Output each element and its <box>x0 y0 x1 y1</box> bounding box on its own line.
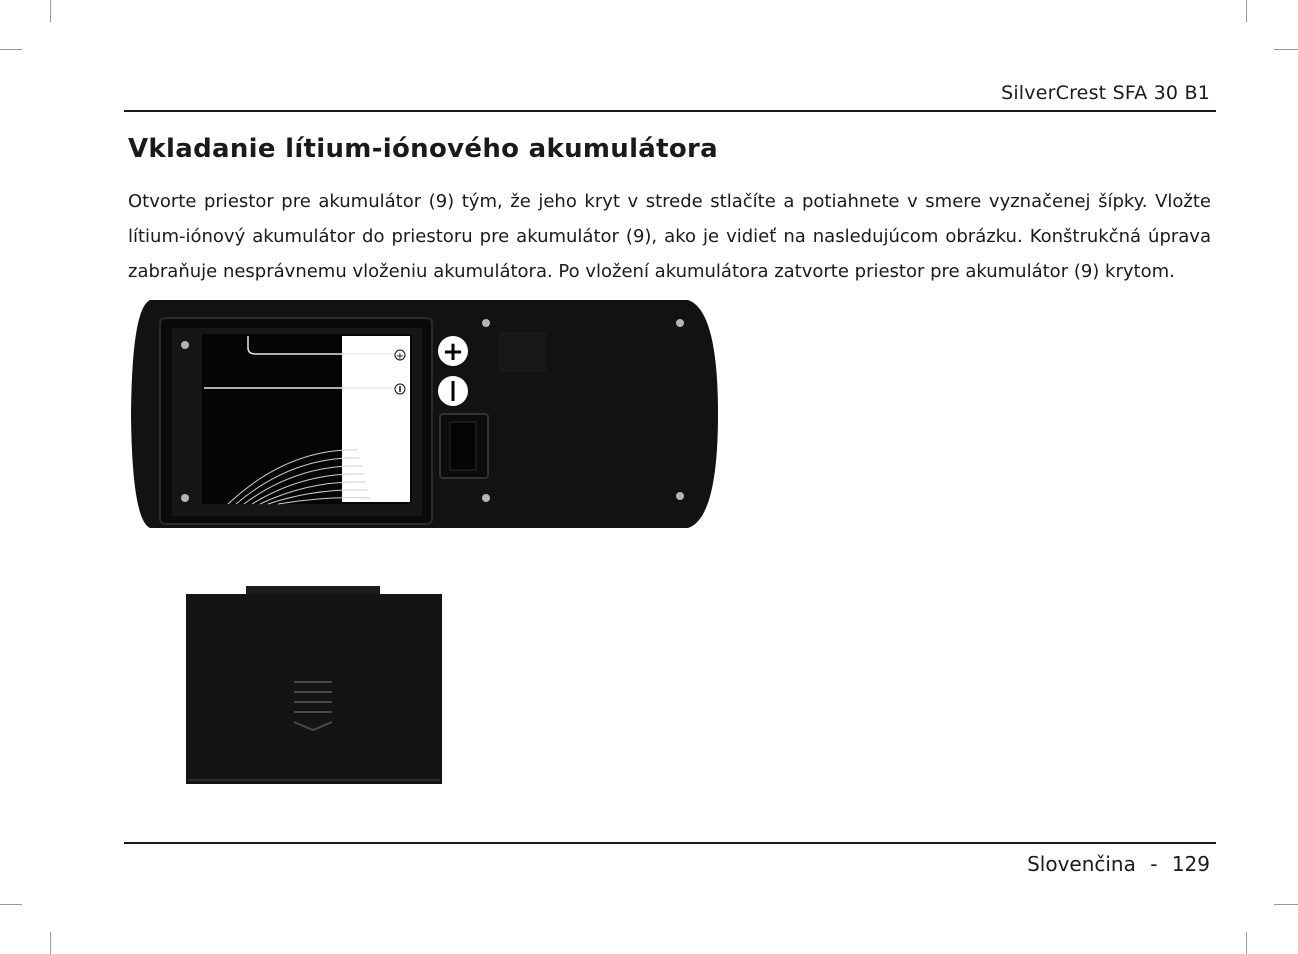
footer-language: Slovenčina <box>1027 852 1136 876</box>
crop-mark <box>1246 932 1247 954</box>
instruction-paragraph: Otvorte priestor pre akumulátor (9) tým, že jeho kryt v strede stlačíte a potiahnete v smere vyznačenej šípky. Vložte lítium-iónový akumulátor do priestoru pre akumulátor (9), ako je vidieť na nasledujúcom obrázku. Konštrukčná úprava zabraňuje nesprávnemu vloženiu akumulátora. Po vložení akumulátora zatvorte priestor pre akumulátor (9) krytom. <box>128 191 1211 282</box>
crop-mark <box>50 932 51 954</box>
footer-rule <box>124 842 1216 844</box>
battery-cover-figure <box>184 584 444 786</box>
crop-mark <box>0 904 22 905</box>
running-header: SilverCrest SFA 30 B1 <box>1001 82 1210 104</box>
crop-mark <box>1274 904 1298 905</box>
crop-mark <box>0 49 22 50</box>
page-footer <box>1027 852 1210 876</box>
crop-mark <box>1246 0 1247 22</box>
svg-text:+: + <box>442 337 464 367</box>
svg-text:+: + <box>395 351 405 362</box>
crop-mark <box>50 0 51 22</box>
page-number: 129 <box>1171 852 1210 876</box>
battery-pack <box>202 334 412 504</box>
footer-separator: - <box>1150 852 1158 876</box>
section-title: Vkladanie lítium-iónového akumulátora <box>128 134 719 164</box>
device-battery-figure <box>128 298 720 530</box>
header-rule <box>124 110 1216 112</box>
crop-mark <box>1274 49 1298 50</box>
cover-plate <box>186 594 442 784</box>
